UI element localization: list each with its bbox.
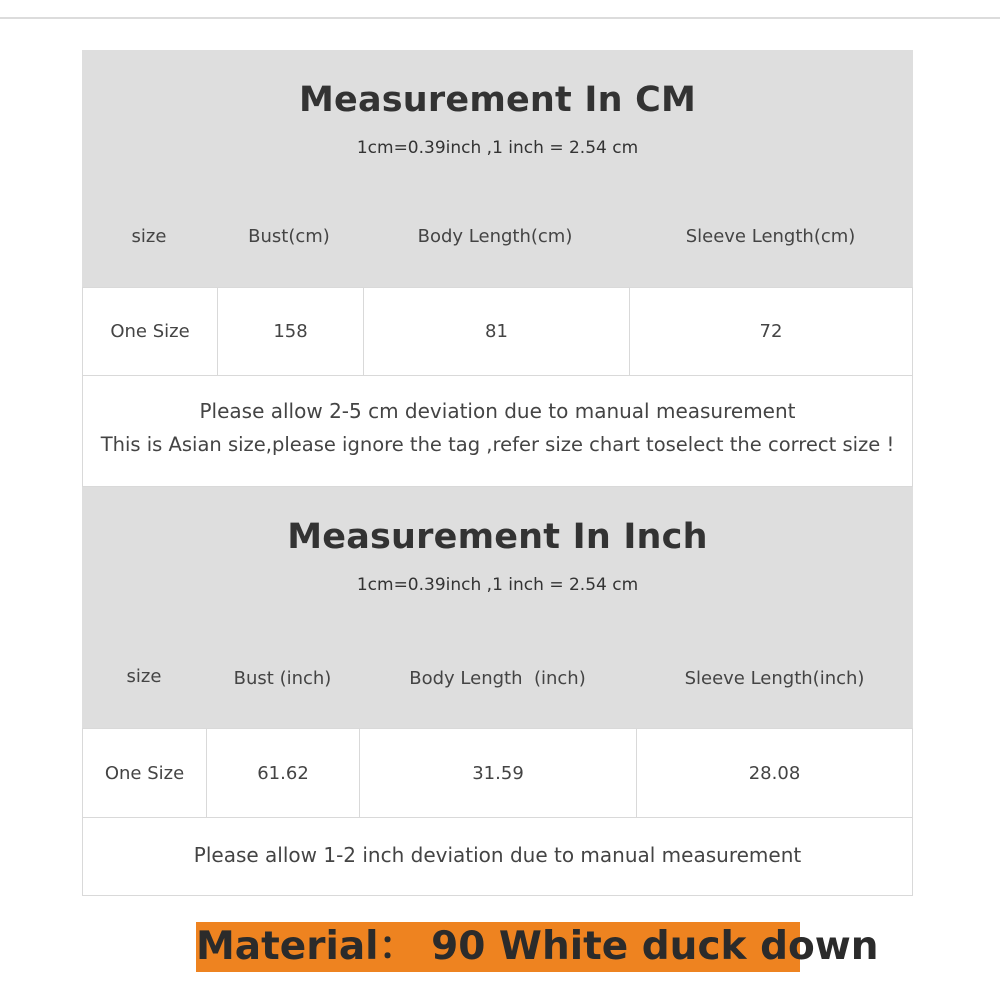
- cm-header-sleeve-length: Sleeve Length(cm): [685, 226, 856, 247]
- inch-deviation-note: [82, 818, 913, 896]
- inch-cell-body-length: 31.59: [360, 729, 637, 817]
- cm-conversion-note: 1cm=0.39inch ,1 inch = 2.54 cm: [356, 138, 639, 158]
- top-divider: [0, 17, 1000, 19]
- cm-table-row: [82, 287, 913, 376]
- cm-note-line-1: Please allow 2-5 cm deviation due to manual measurement: [199, 399, 796, 423]
- cm-header-panel: [82, 50, 913, 288]
- cm-header-body-length: Body Length(cm): [417, 226, 573, 247]
- inch-conversion-note: 1cm=0.39inch ,1 inch = 2.54 cm: [356, 575, 639, 595]
- cm-header-bust: Bust(cm): [248, 226, 330, 247]
- inch-header-sleeve-length: Sleeve Length(inch): [684, 668, 865, 689]
- inch-table-row: [82, 728, 913, 818]
- cm-cell-body-length: 81: [364, 288, 630, 375]
- cm-deviation-note: [82, 376, 913, 487]
- inch-header-bust: Bust (inch): [233, 668, 332, 689]
- cm-cell-bust: 158: [218, 288, 364, 375]
- cm-header-size: size: [131, 226, 167, 247]
- inch-header-body-length: Body Length (inch): [409, 668, 586, 689]
- cm-title: Measurement In CM: [298, 80, 696, 120]
- material-banner: Material： 90 White duck down: [196, 922, 800, 972]
- cm-cell-sleeve-length: 72: [759, 321, 783, 342]
- inch-header-size: size: [126, 666, 162, 687]
- inch-cell-bust: 61.62: [207, 729, 360, 817]
- inch-cell-size: One Size: [83, 729, 207, 817]
- inch-header-panel: [82, 487, 913, 729]
- inch-cell-sleeve-length: 28.08: [748, 762, 801, 784]
- cm-cell-size: One Size: [83, 288, 218, 375]
- inch-title: Measurement In Inch: [287, 517, 708, 557]
- cm-note-line-2: This is Asian size,please ignore the tag ,refer size chart toselect the correct size !: [100, 433, 895, 456]
- inch-note-line: Please allow 1-2 inch deviation due to manual measurement: [193, 843, 802, 867]
